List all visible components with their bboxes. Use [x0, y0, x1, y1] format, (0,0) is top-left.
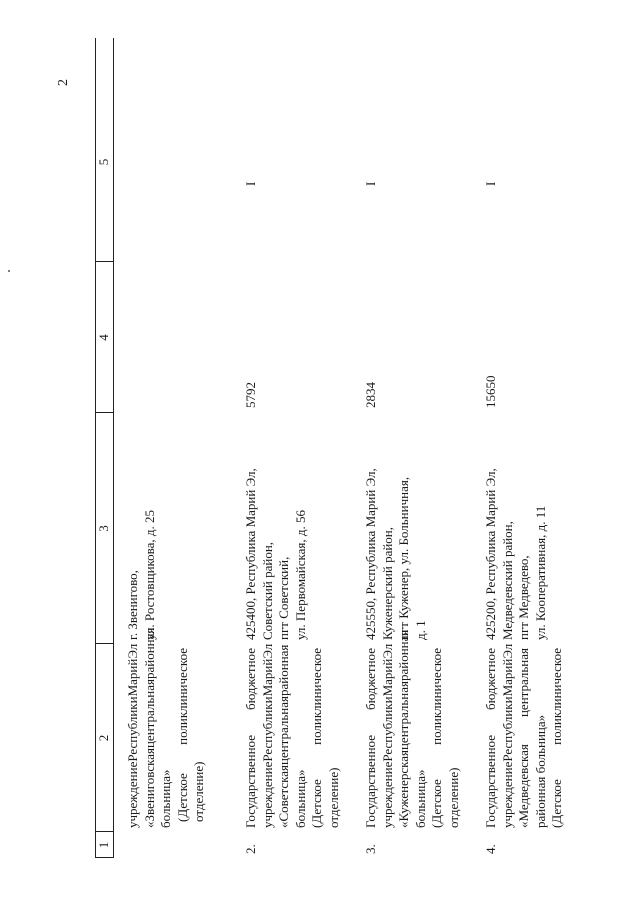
name-line: «Советская центральная районная: [276, 644, 291, 828]
document-table: [95, 38, 640, 858]
attached-count: 5792: [243, 382, 258, 408]
institution-address: [243, 418, 309, 640]
name-line: учреждение Республики Марий Эл: [499, 643, 515, 828]
address-line: Медведевский район,: [499, 521, 515, 640]
name-line: Государственное бюджетное: [243, 648, 258, 828]
name-line: отделение): [191, 761, 206, 822]
address-line: ул. Ростовщикова, д. 25: [141, 509, 157, 640]
address-line: Куженерский район,: [379, 526, 395, 640]
name-line: отделение): [445, 767, 461, 828]
name-line: «Медведевская центральная: [516, 648, 531, 828]
header-col-5: 5: [96, 158, 111, 166]
name-line: Государственное бюджетное: [363, 648, 378, 828]
address-line: 425200, Республика Марий Эл,: [483, 468, 498, 640]
page-number: 2: [56, 79, 71, 86]
institution-name: [483, 643, 566, 828]
header-col-1: 1: [96, 841, 111, 849]
header-col-3: 3: [96, 525, 111, 532]
address-line: д. 1: [412, 620, 428, 640]
institution-address: [125, 418, 158, 640]
row-number: 3.: [363, 844, 378, 854]
institution-address: [483, 418, 549, 640]
scan-speck: [8, 270, 10, 272]
category: I: [243, 181, 258, 186]
address-line: ул. Кооперативная, д. 11: [532, 505, 548, 640]
attached-count: 2834: [363, 382, 378, 408]
address-line: пгт Медведево,: [516, 555, 531, 640]
name-line: учреждение Республики Марий Эл: [259, 643, 275, 828]
address-line: 425550, Республика Марий Эл,: [363, 468, 378, 640]
name-line: больница»: [292, 769, 308, 828]
name-line: районная больница»: [532, 714, 548, 828]
category: I: [363, 181, 378, 186]
name-line: «Звениговская центральная районная: [141, 627, 157, 828]
category: I: [483, 181, 498, 186]
address-line: 425400, Республика Марий Эл,: [243, 468, 258, 640]
row-number: 4.: [483, 844, 498, 854]
name-line: (Детское поликлиническое: [549, 648, 564, 828]
name-line: (Детское поликлиническое: [174, 648, 190, 822]
institution-name: [125, 627, 208, 828]
attached-count: 15650: [483, 375, 498, 408]
name-line: «Куженерская центральная районная: [396, 629, 411, 828]
name-line: Государственное бюджетное: [483, 648, 498, 828]
name-line: (Детское поликлиническое: [429, 648, 444, 828]
row-number: 2.: [243, 844, 258, 854]
header-col-4: 4: [96, 334, 111, 341]
address-line: г. Звенигово,: [125, 570, 140, 640]
institution-address: [363, 418, 429, 640]
header-bottom-border: [113, 38, 114, 858]
address-line: ул. Первомайская, д. 56: [292, 510, 308, 640]
address-line: пгт Куженер, ул. Больничная,: [396, 476, 411, 640]
name-line: учреждение Республики Марий Эл: [379, 643, 395, 828]
address-line: пгт Советский,: [276, 556, 291, 640]
name-line: (Детское поликлиническое: [309, 648, 324, 828]
name-line: отделение): [325, 767, 341, 828]
name-line: учреждение Республики Марий Эл: [125, 643, 140, 828]
address-line: Советский район,: [259, 541, 275, 640]
institution-name: [243, 643, 342, 828]
name-line: больница»: [412, 769, 428, 828]
name-line: больница»: [158, 769, 173, 828]
header-col-2: 2: [96, 734, 111, 742]
